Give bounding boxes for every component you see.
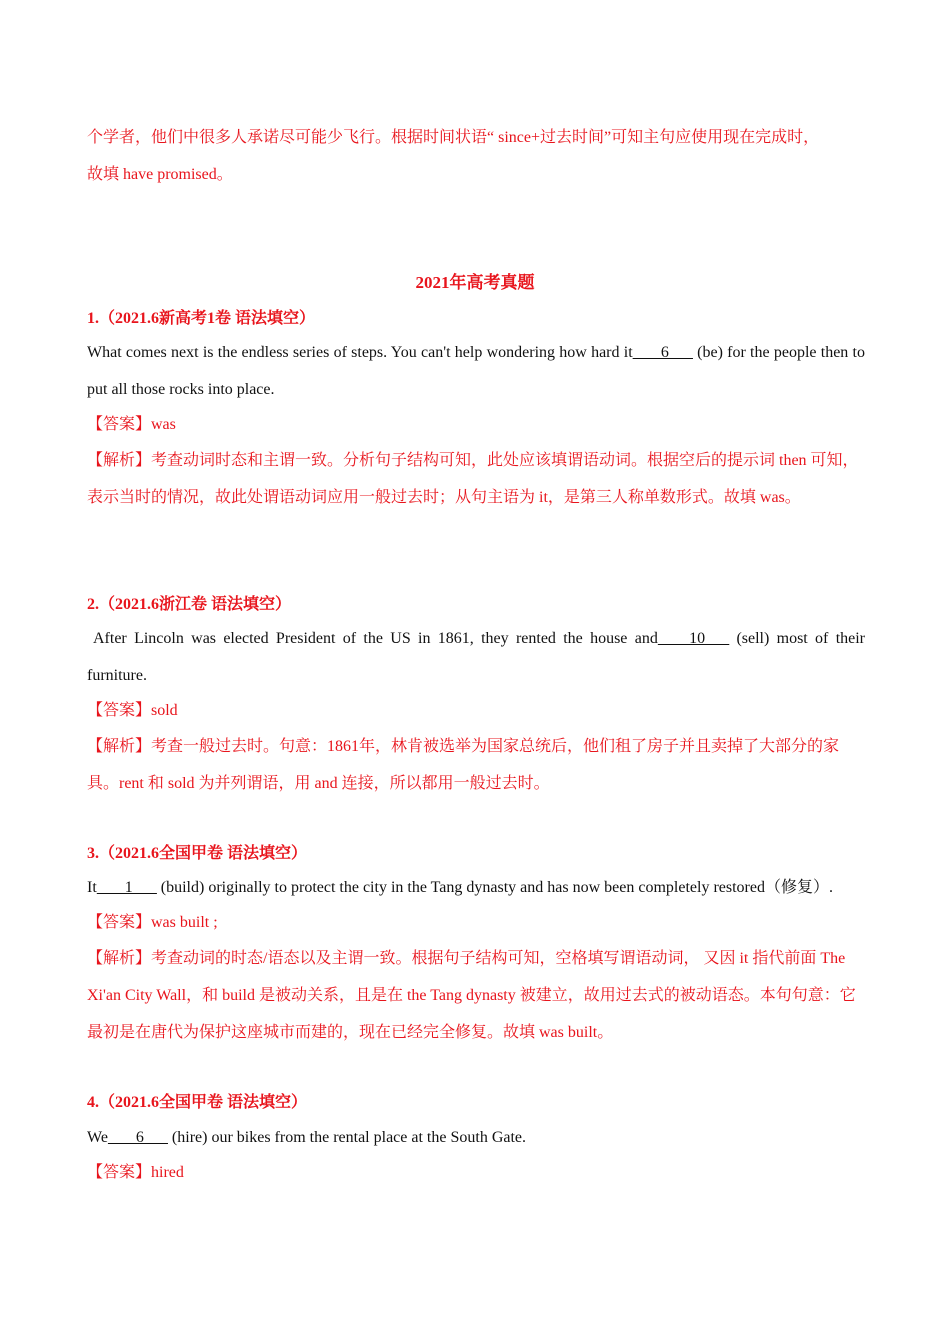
- question-1-stem-text: What comes next is the endless series of steps. You can't help wondering how hard it: [87, 344, 633, 361]
- question-3-stem-rest: (build) originally to protect the city in the Tang dynasty and has now been completely restored（修复）.: [156, 879, 833, 896]
- question-1-stem: [87, 334, 865, 408]
- intro-line-2: 故填 have promised。: [87, 166, 233, 183]
- question-2-heading: 2.（2021.6浙江卷 语法填空）: [87, 596, 292, 613]
- question-3-answer: 【答案】was built ;: [87, 914, 218, 931]
- question-1-blank: ___6___: [632, 344, 693, 361]
- question-3-stem-text: It: [87, 879, 97, 896]
- question-2-answer: 【答案】sold: [87, 702, 178, 719]
- question-3-blank: ___1___: [96, 879, 157, 896]
- question-4-stem-text: We: [87, 1129, 108, 1146]
- question-1-answer: 【答案】was: [87, 416, 176, 433]
- question-3-heading: 3.（2021.6全国甲卷 语法填空）: [87, 845, 308, 862]
- question-2-blank: ___10___: [657, 630, 730, 647]
- question-2-stem-rest: (sell) most of their furniture.: [87, 630, 866, 684]
- intro-paragraph: [87, 119, 865, 193]
- section-title: 2021年高考真题: [415, 273, 535, 292]
- question-2-stem: [87, 620, 865, 694]
- question-4-stem: [87, 1125, 865, 1151]
- question-2-stem-text: After Lincoln was elected President of the US in 1861, they rented the house and: [93, 630, 658, 647]
- question-1-stem-rest: (be) for the people then to put all those rocks into place.: [87, 344, 865, 398]
- question-3-stem: [87, 875, 865, 901]
- question-4-stem-rest: (hire) our bikes from the rental place at the South Gate.: [167, 1129, 527, 1146]
- question-3-analysis: 【解析】考查动词的时态/语态以及主谓一致。根据句子结构可知，空格填写谓语动词， 又因 it 指代前面 The Xi'an City Wall，和 build 是被动关系，且是在 the Tang dynasty 被建立，故用过去式的被动语态。本句句意：它最初是在唐代为保护这座城市而建的，现在已经完全修复。故填 was built。: [87, 950, 856, 1041]
- question-2-analysis: 【解析】考查一般过去时。句意：1861年，林肯被选举为国家总统后，他们租了房子并且卖掉了大部分的家具。rent 和 sold 为并列谓语，用 and 连接，所以都用一般过去时。: [87, 738, 840, 792]
- question-1-heading: 1.（2021.6新高考1卷 语法填空）: [87, 310, 316, 327]
- intro-line-1: 个学者，他们中很多人承诺尽可能少飞行。根据时间状语“ since+过去时间”可知主句应使用现在完成时，: [87, 129, 820, 146]
- question-1-analysis: 【解析】考查动词时态和主谓一致。分析句子结构可知，此处应该填谓语动词。根据空后的提示词 then 可知，表示当时的情况，故此处谓语动词应用一般过去时；从句主语为 it，是第三人称单数形式。故填 was。: [87, 452, 859, 506]
- question-4-blank: ___6___: [107, 1129, 168, 1146]
- question-4-answer: 【答案】hired: [87, 1164, 184, 1181]
- question-4-heading: 4.（2021.6全国甲卷 语法填空）: [87, 1094, 308, 1111]
